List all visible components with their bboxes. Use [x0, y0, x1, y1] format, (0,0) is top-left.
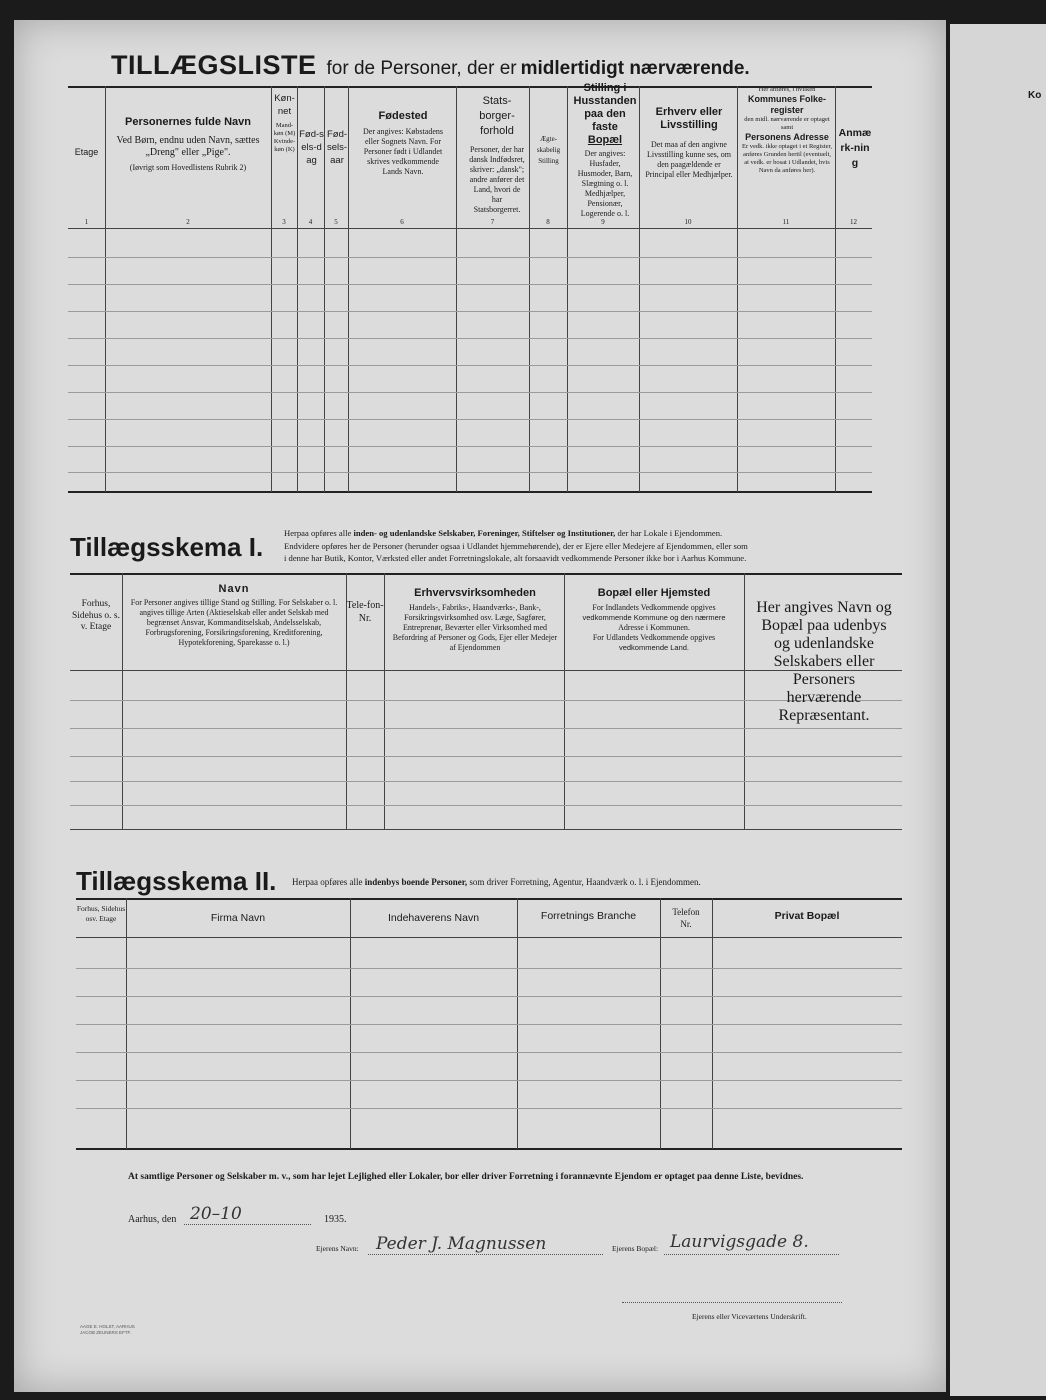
col-occupation-note: Det maa af den angivne Livsstilling kunne ses, om den paagældende er Principal eller Medhjælper. [645, 140, 733, 179]
col-register-title: Kommunes Folke-register [747, 94, 826, 115]
s2-col-branch: Forretnings Branche [540, 910, 637, 922]
schedule-2-desc-c: som driver Forretning, Agentur, Haandværk o. l. i Ejendommen. [469, 877, 701, 887]
schedule-1-description [284, 527, 906, 565]
col-citizenship-note: Personer, der har dansk Indfødsret, skriver: „dansk"; andre anfører det Land, hvori de har Statsborgerret. [469, 145, 525, 214]
s2-col-owner: Indehaverens Navn [387, 912, 480, 924]
col-number-6: 6 [400, 218, 404, 226]
schedule-1-title: Tillægsskema I. [70, 532, 264, 562]
owner-name-line [368, 1254, 603, 1255]
signature-line [622, 1302, 842, 1303]
col-household-title: Stilling i Husstanden paa den faste [573, 82, 637, 133]
s1-col-name-note: For Personer angives tillige Stand og Stilling. For Selskaber o. l. angives tillige Arten (Aktieselskab eller andet Selskab med begrænset Ansvar, Kommanditselskab, Andelsselskab, Forbrugsforening, Forsikringsforening, Kreditforening, Hypotekforening, Sparekasse o. l.) [130, 598, 338, 647]
schedule-1-desc-a: Herpaa opføres alle [284, 528, 352, 538]
s2-col-floor: Forhus, Sidehus osv. Etage [76, 904, 126, 923]
col-marital: Ægte-skabelig Stilling [536, 135, 561, 165]
col-name-header [108, 116, 268, 173]
schedule-2-title: Tillægsskema II. [76, 866, 277, 896]
col-birthplace-title: Fødested [378, 110, 428, 122]
s2-col-private-address: Privat Bopæl [774, 910, 840, 922]
adjacent-page [950, 24, 1046, 1396]
col-gender-note: Mand-køn (M) Kvinde-køn (K) [273, 122, 296, 153]
col-occupation-title: Erhverv eller Livsstilling [655, 106, 723, 131]
col-name-note: Ved Børn, endnu uden Navn, sættes „Dreng" eller „Pige". [116, 135, 260, 158]
s1-col-representative-note: Her angives Navn og Bopæl paa udenbys og udenlandske Selskabers eller Personers herværende Repræsentant. [756, 599, 892, 724]
s1-col-residence-header [566, 587, 742, 653]
owner-address-line [664, 1254, 839, 1255]
date-place-label: Aarhus, den [128, 1214, 177, 1225]
col-number-7: 7 [490, 218, 495, 226]
col-citizenship-title: Stats-borger-forhold [479, 95, 515, 137]
col-number-9: 9 [601, 218, 605, 226]
date-handwritten: 20–10 [190, 1204, 242, 1224]
s1-col-residence-title: Bopæl eller Hjemsted [597, 587, 711, 599]
s1-col-residence-note3: Adresse i Kommunen. [618, 623, 690, 632]
schedule-1-table [70, 573, 902, 831]
s1-col-business-header [390, 587, 560, 653]
schedule-2-description [292, 877, 701, 887]
schedule-1-desc-b: inden- og udenlandske Selskaber, Foreninger, Stiftelser og Institutioner, [353, 528, 616, 538]
s1-col-name-header [126, 583, 342, 648]
col-register-header [740, 86, 834, 175]
title-emphasis: midlertidigt nærværende. [520, 58, 750, 79]
s2-col-phone: Telefon Nr. [672, 907, 700, 929]
col-gender-title: Køn-net [274, 93, 295, 117]
col-etage: Etage [74, 147, 99, 157]
schedule-1-desc-line3: i denne har Butik, Kontor, Værksted eller andet Forretningslokale, alt forsaavidt vedkommende Personer ikke bor i Aarhus Kommune. [284, 553, 747, 563]
schedule-2-desc-a: Herpaa opføres alle [292, 877, 363, 887]
s1-col-name-title: Navn [218, 583, 250, 595]
col-register-pre: Her anføres, i hvilken [758, 86, 816, 93]
s1-col-business-title: Erhvervsvirksomheden [414, 587, 536, 599]
col-name-sub: (Iøvrigt som Hovedlistens Rubrik 2) [129, 163, 247, 172]
col-register-title2: Personens Adresse [745, 132, 829, 142]
col-citizenship-header [468, 94, 526, 215]
owner-name-label: Ejerens Navn: [316, 1244, 359, 1253]
s1-col-business-note: Handels-, Fabriks-, Haandværks-, Bank-, Forsikringsvirksomhed osv. Læge, Sagfører, Entreprenør, Beværter eller Virksomhed med Befordring af Personer og Gods, Ejer eller Medejer af Ejendommen [392, 603, 558, 652]
col-gender-header [272, 92, 297, 154]
col-birthday: Fød-sels-dag [299, 129, 324, 166]
col-remarks: Anmærk-ning [838, 127, 872, 169]
main-table [68, 82, 872, 492]
col-number-12: 12 [850, 218, 857, 226]
owner-name-handwritten: Peder J. Magnussen [376, 1234, 547, 1254]
col-number-5: 5 [334, 218, 338, 226]
s1-col-residence-note4: For Udlandets Vedkommende opgives [592, 633, 716, 642]
s1-col-phone: Tele-fon-Nr. [346, 600, 384, 624]
s1-col-residence-note5: vedkommende Land. [618, 643, 690, 652]
date-line [184, 1224, 311, 1225]
col-name-title: Personernes fulde Navn [125, 116, 251, 128]
title-rest: for de Personer, der er [326, 58, 517, 79]
s1-col-residence-note1: For Indlandets Vedkommende opgives [592, 603, 716, 612]
col-number-3: 3 [282, 218, 286, 226]
col-number-2: 2 [186, 218, 190, 226]
page-title [111, 50, 750, 81]
schedule-1-desc-line2: Endvidere opføres her de Personer (herunder ogsaa i Udlandet hjemmehørende), der er Ejere eller Medejere af Ejendommen, eller som [284, 540, 748, 551]
schedule-2-desc-b: indenbys boende Personer, [364, 877, 468, 887]
col-number-1: 1 [84, 218, 89, 226]
s1-col-residence-note2: vedkommende Kommune og den nærmere [582, 613, 726, 622]
col-occupation-header [642, 106, 736, 180]
s2-col-firm: Firma Navn [210, 912, 266, 924]
col-birthyear: Fød-sels-aar [326, 129, 348, 166]
schedule-1-desc-c: der har Lokale i Ejendommen. [617, 528, 723, 538]
declaration-statement: At samtlige Personer og Selskaber m. v., som har lejet Lejlighed eller Lokaler, bor eller driver Forretning i forannævnte Ejendom er optaget paa denne Liste, bevidnes. [128, 1172, 804, 1182]
col-household-header [573, 82, 637, 219]
s1-col-floor: Forhus, Sidehus o. s. v. Etage [71, 599, 121, 632]
signature-caption: Ejerens eller Viceværtens Underskrift. [692, 1312, 807, 1321]
form-page [14, 20, 946, 1392]
col-number-8: 8 [546, 218, 550, 226]
owner-address-handwritten: Laurvigsgade 8. [670, 1232, 809, 1252]
col-household-note: Der angives: Husfader, Husmoder, Barn, Slægtning o. l. Medhjælper, Pensionær, Logerende o. l. [577, 149, 633, 218]
title-main: TILLÆGSLISTE [111, 50, 317, 80]
col-birthplace-header [360, 110, 446, 177]
col-register-note: Er vedk. ikke optaget i et Register, anføres Grunden hertil (eventuelt, at vedk. er bosat i Udlandet, hvis Navn da anføres her). [742, 143, 832, 174]
col-number-4: 4 [308, 218, 313, 226]
col-register-mid: den midl. nærværende er optaget samt [744, 116, 830, 131]
date-year: 1935. [324, 1214, 347, 1225]
printer-imprint: AAGE E. HOLST, AARHUS JACOB ZEUNERS EFTF. [80, 1324, 135, 1335]
schedule-2-table [76, 898, 902, 1150]
adjacent-page-fragment: Ko [1028, 90, 1042, 101]
col-household-title2: Bopæl [587, 134, 623, 146]
col-birthplace-note: Der angives: Købstadens eller Sognets Navn. For Personer født i Udlandet skrives vedkommende Lands Navn. [363, 127, 443, 176]
owner-address-label: Ejerens Bopæl: [612, 1244, 659, 1253]
col-number-11: 11 [782, 218, 790, 226]
col-number-10: 10 [684, 218, 692, 226]
